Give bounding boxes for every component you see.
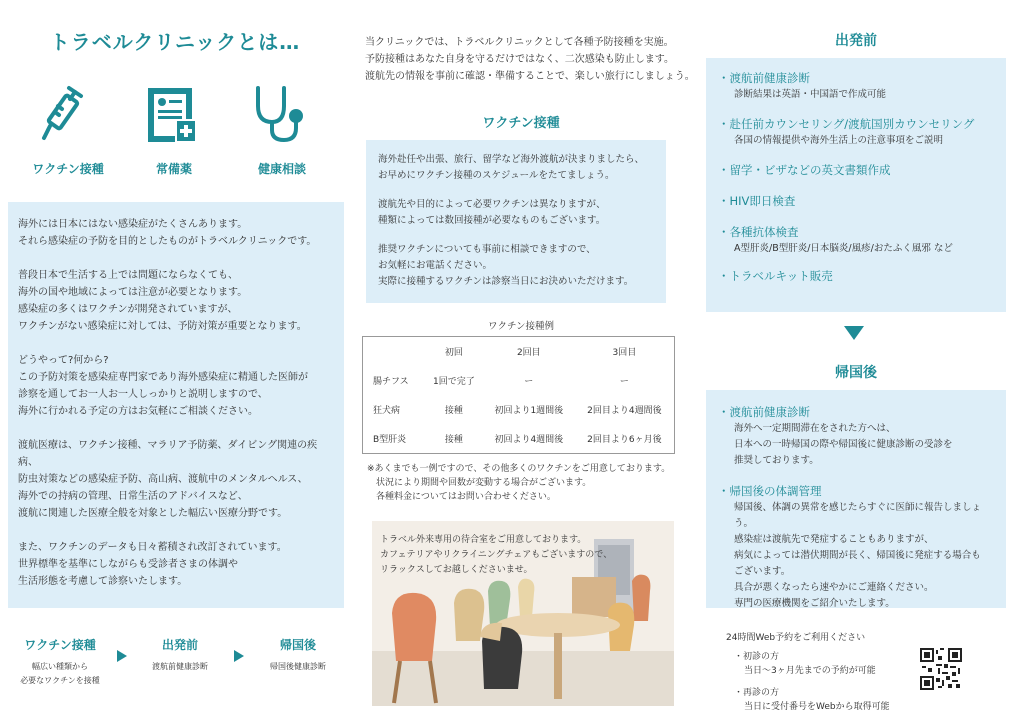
- table-header-cell: 2回目: [516, 348, 541, 358]
- intro-panel: [8, 202, 344, 608]
- intro-paragraph: どうやって?何から? この予防対策を感染症専門家であり海外感染症に精通した医師が 診察を通してお一人お一人しっかりと説明しますので、 海外に行かれる予定の方はお気軽にご相談ください。: [18, 355, 308, 417]
- service-item-title: ・帰国後の体調管理: [718, 484, 822, 498]
- table-header-cell: [363, 337, 425, 366]
- table-cell: 接種: [444, 435, 463, 445]
- vaccine-schedule-table: [362, 336, 675, 454]
- page-title: トラベルクリニックとは…: [49, 30, 301, 54]
- table-cell: ー: [619, 377, 629, 387]
- service-item: [718, 404, 994, 469]
- medicine-icon: [142, 82, 206, 146]
- table-row: [363, 395, 674, 424]
- intro-paragraph: 海外には日本にはない感染症がたくさんあります。 それら感染症の予防を目的としたものがトラベルクリニックです。: [18, 219, 317, 247]
- table-cell: 接種: [444, 406, 463, 416]
- service-item-desc: 各国の情報提供や海外生活上の注意事項をご説明: [734, 135, 944, 146]
- table-caption: ワクチン接種例: [487, 321, 555, 332]
- stethoscope-icon: [250, 82, 314, 146]
- web-item-title: ・再診の方: [734, 688, 780, 698]
- web-item-desc: 当日に受付番号をWebから取得可能: [744, 702, 890, 712]
- flow-step-after-title: 帰国後: [279, 638, 316, 652]
- waiting-room-photo: [372, 521, 674, 706]
- flow-step-vaccine-title: ワクチン接種: [24, 638, 96, 652]
- service-item-desc: 帰国後、体調の異常を感じたらすぐに医師に報告しましょう。 感染症は渡航先で発症することもありますが、 病気によっては潜伏期間が長く、帰国後に発症する場合も ございます。 具合が悪くなったら速やかにご連絡ください。 専門の医療機関をご紹介いたします。: [734, 502, 982, 609]
- table-notes: [367, 462, 687, 504]
- table-cell: B型肝炎: [373, 435, 407, 445]
- table-cell: 腸チフス: [373, 377, 409, 387]
- qr-code-icon[interactable]: [920, 648, 962, 690]
- service-item-desc: 診断結果は英語・中国語で作成可能: [734, 89, 887, 100]
- down-arrow-icon: [844, 326, 864, 340]
- service-item: [718, 116, 994, 148]
- flow-step-before-title: 出発前: [161, 638, 198, 652]
- web-reservation-item: [734, 650, 876, 678]
- service-item-title: ・渡航前健康診断: [718, 71, 810, 85]
- service-item-title: ・HIV即日検査: [718, 194, 796, 208]
- vaccine-paragraph: 海外赴任や出張、旅行、留学など海外渡航が決まりましたら、 お早めにワクチン接種のスケジュールをたてましょう。: [378, 154, 645, 181]
- after-return-title: 帰国後: [835, 365, 877, 381]
- table-cell: 初回より1週間後: [494, 406, 564, 416]
- table-row: [363, 366, 674, 395]
- table-cell: 1回で完了: [433, 377, 475, 387]
- service-item-desc: 海外へ一定期間滞在をされた方へは、 日本への一時帰国の際や帰国後に健康診断の受診を 推奨しております。: [734, 423, 953, 466]
- table-header-cell: 3回目: [612, 348, 637, 358]
- service-item-title: ・留学・ビザなどの英文書類作成: [718, 163, 891, 177]
- before-departure-title: 出発前: [835, 33, 877, 49]
- table-cell: 2回目より6ヶ月後: [587, 435, 662, 445]
- flow-step-before-desc: 渡航前健康診断: [152, 662, 208, 671]
- service-item: [718, 483, 994, 612]
- web-item-title: ・初診の方: [734, 652, 780, 662]
- vaccine-panel: [366, 140, 666, 303]
- service-item: [718, 70, 994, 102]
- icon-label-consultation: 健康相談: [257, 162, 306, 176]
- intro-paragraph: 渡航医療は、ワクチン接種、マラリア予防薬、ダイビング関連の疾病、 防虫対策などの感染症予防、高山病、渡航中のメンタルヘルス、 海外での持病の管理、日常生活のアドバイスなど、 渡航に関連した医療全般を対象とした幅広い医療分野です。: [18, 440, 318, 519]
- intro-paragraph: 普段日本で生活する上では問題にならなくても、 海外の国や地域によっては注意が必要となります。 感染症の多くはワクチンが開発されていますが、 ワクチンがない感染症に対しては、予防対策が重要となります。: [18, 270, 307, 332]
- service-item: [718, 224, 994, 256]
- table-cell: ー: [524, 377, 534, 387]
- service-item-title: ・渡航前健康診断: [718, 405, 810, 419]
- icon-label-medicine: 常備薬: [155, 162, 192, 176]
- web-reservation-item: [734, 686, 890, 714]
- vaccine-paragraph: 推奨ワクチンについても事前に相談できますので、 お気軽にお電話ください。 実際に接種するワクチンは診察当日にお決めいただけます。: [378, 244, 634, 287]
- note-line: ※あくまでも一例ですので、その他多くのワクチンをご用意しております。: [367, 464, 671, 474]
- note-line: 状況により期間や回数が変動する場合がございます。: [376, 478, 592, 488]
- after-return-panel: [706, 390, 1006, 608]
- syringe-icon: [36, 82, 100, 146]
- web-item-desc: 当日〜3ヶ月先までの予約が可能: [744, 666, 876, 676]
- service-item-title: ・各種抗体検査: [718, 225, 799, 239]
- service-item: [718, 193, 994, 210]
- table-header-row: [363, 337, 674, 366]
- flow-step-vaccine-desc: 幅広い種類から 必要なワクチンを接種: [20, 662, 100, 685]
- table-cell: 2回目より4週間後: [587, 406, 662, 416]
- before-departure-panel: [706, 58, 1006, 312]
- table-cell: 狂犬病: [373, 406, 401, 416]
- table-row: [363, 424, 674, 453]
- vaccine-section-title: ワクチン接種: [482, 116, 560, 131]
- photo-caption: トラベル外来専用の待合室をご用意しております。 カフェテリアやリクライニングチェアもございますので、 リラックスしてお越しくださいませ。: [380, 535, 613, 575]
- service-item: [718, 268, 994, 285]
- table-cell: 初回より4週間後: [494, 435, 564, 445]
- intro-paragraph: また、ワクチンのデータも日々蓄積され改訂されています。 世界標準を基準にしながらも受診者さまの体調や 生活形態を考慮して診察いたします。: [18, 542, 287, 587]
- web-reservation-title: 24時間Web予約をご利用ください: [726, 633, 866, 643]
- service-item-desc: A型肝炎/B型肝炎/日本脳炎/風疹/おたふく風邪 など: [734, 243, 953, 254]
- clinic-intro-text: 当クリニックでは、トラベルクリニックとして各種予防接種を実施。 予防接種はあなた自身を守るだけではなく、二次感染も防止します。 渡航先の情報を事前に確認・準備することで、楽しい旅行にしましょう。: [365, 37, 695, 82]
- service-item-title: ・トラベルキット販売: [718, 269, 833, 283]
- table-header-cell: 初回: [444, 348, 463, 358]
- service-item-title: ・赴任前カウンセリング/渡航国別カウンセリング: [718, 117, 975, 131]
- flow-step-after-desc: 帰国後健康診断: [270, 662, 326, 671]
- icon-label-vaccine: ワクチン接種: [32, 162, 104, 176]
- note-line: 各種料金についてはお問い合わせください。: [376, 492, 556, 502]
- service-item: [718, 162, 994, 179]
- vaccine-paragraph: 渡航先や目的によって必要ワクチンは異なりますが、 種類によっては数回接種が必要なものもございます。: [378, 199, 606, 226]
